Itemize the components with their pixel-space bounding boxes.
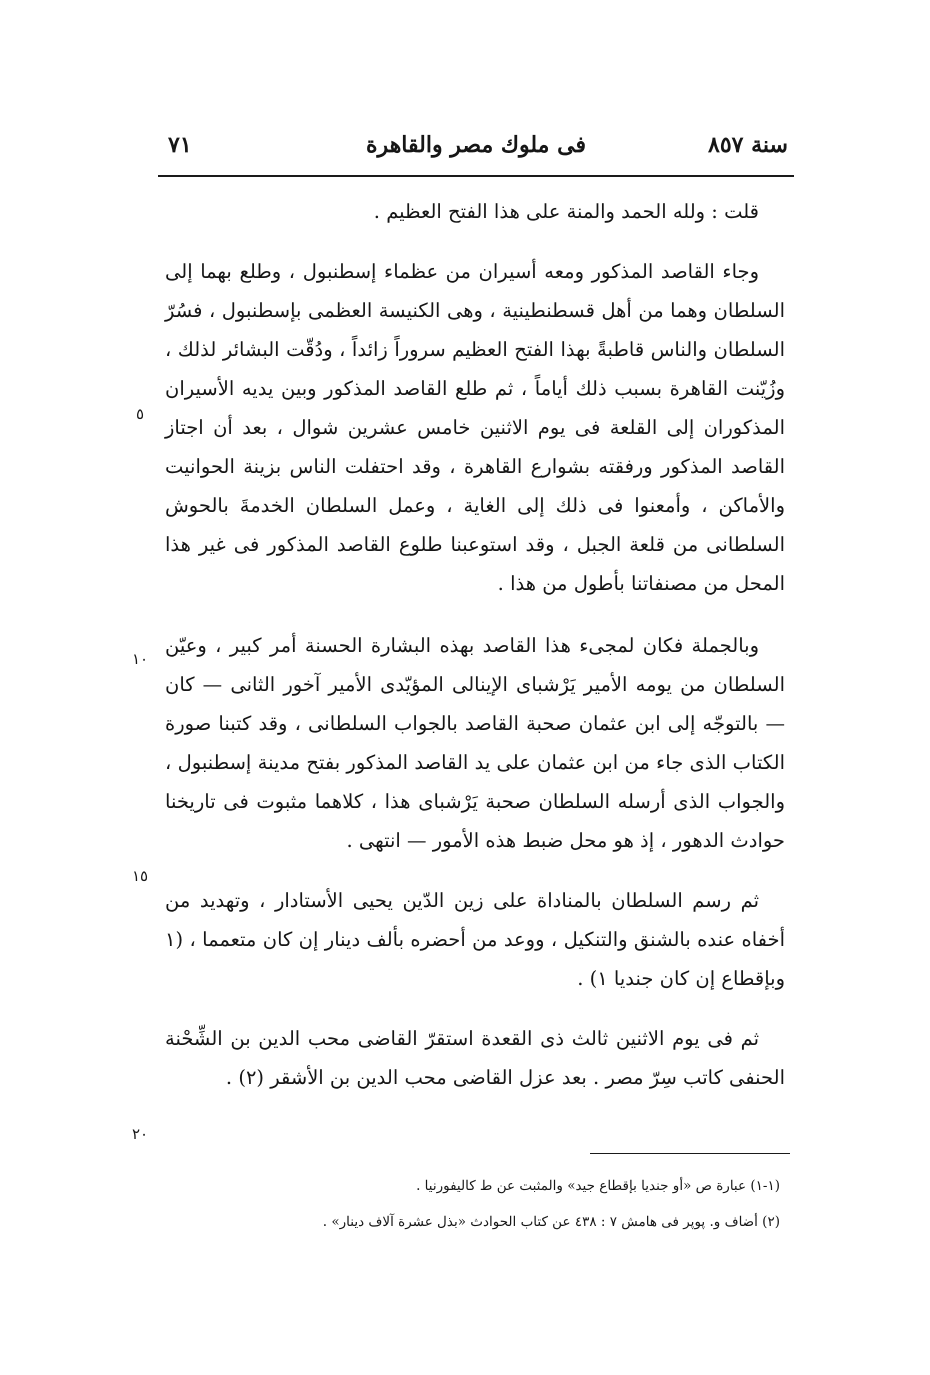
header-title: فى ملوك مصر والقاهرة xyxy=(366,132,586,158)
header-divider xyxy=(158,175,794,177)
footnote-divider xyxy=(590,1153,790,1154)
main-text xyxy=(165,192,785,1097)
paragraph-1: قلت : ولله الحمد والمنة على هذا الفتح العظيم . xyxy=(373,200,759,223)
line-number-5: ٥ xyxy=(135,405,145,423)
header-year: سنة ٨٥٧ xyxy=(708,132,788,158)
paragraph-3: وبالجملة فكان لمجىء هذا القاصد بهذه البشارة الحسنة أمر كبير ، وعيّن السلطان من يومه الأمير يَرْشباى الإينالى المؤيّدى الأمير آخور الثانى — كان — بالتوجّه إلى ابن عثمان صحبة القاصد بالجواب السلطانى ، وقد كتبنا صورة الكتاب الذى جاء من ابن عثمان على يد القاصد المذكور بفتح مدينة إسطنبول ، والجواب الذى أرسله السلطان صحبة يَرْشباى هذا ، كلاهما مثبوت فى تاريخنا حوادث الدهور ، إذ هو محل ضبط هذه الأمور — انتهى . xyxy=(165,634,785,852)
page-number: ٧١ xyxy=(168,132,192,158)
line-number-15: ١٥ xyxy=(131,867,149,885)
running-header xyxy=(160,128,792,172)
paragraph-4: ثم رسم السلطان بالمناداة على زين الدّين يحيى الأستادار ، وتهديد من أخفاه عنده بالشنق والتنكيل ، ووعد من أحضره بألف دينار إن كان متعمما ، (١ وبإقطاع إن كان جنديا ١) . xyxy=(165,889,785,990)
line-number-10: ١٠ xyxy=(131,650,149,668)
paragraph-2: وجاء القاصد المذكور ومعه أسيران من عظماء إسطنبول ، وطلع بهما إلى السلطان وهما من أهل قسطنطينية ، وهى الكنيسة العظمى بإسطنبول ، فسُرّ السلطان والناس قاطبةً بهذا الفتح العظيم سروراً زائداً ، ودُقّت البشائر لذلك ، وزُيّنت القاهرة بسبب ذلك أياماً ، ثم طلع القاصد المذكور وبين يديه الأسيران المذكوران إلى القلعة فى يوم الاثنين خامس عشرين شوال ، بعد أن اجتاز القاصد المذكور ورفقته بشوارع القاهرة ، وقد احتفلت الناس بزينة الحوانيت والأماكن ، وأمعنوا فى ذلك إلى الغاية ، وعمل السلطان الخدمةَ بالحوش السلطانى من قلعة الجبل ، وقد استوعبنا طلوع القاصد المذكور فى غير هذا المحل من مصنفاتنا بأطول من هذا . xyxy=(165,260,785,595)
footnote-2: (٢) أضاف و. پوپر فى هامش ٧ : ٤٣٨ عن كتاب الحوادث «بذل عشرة آلاف دينار» . xyxy=(322,1214,780,1230)
paragraph-5: ثم فى يوم الاثنين ثالث ذى القعدة استقرّ القاضى محب الدين بن الشِّحْنة الحنفى كاتب سِرّ مصر . بعد عزل القاضى محب الدين بن الأشقر (٢) . xyxy=(165,1027,785,1089)
line-number-20: ٢٠ xyxy=(131,1125,149,1143)
footnote-1: (١-١) عبارة ص «أو جنديا بإقطاع جيد» والمثبت عن ط كاليفورنيا . xyxy=(416,1178,780,1194)
footnotes xyxy=(180,1168,780,1240)
